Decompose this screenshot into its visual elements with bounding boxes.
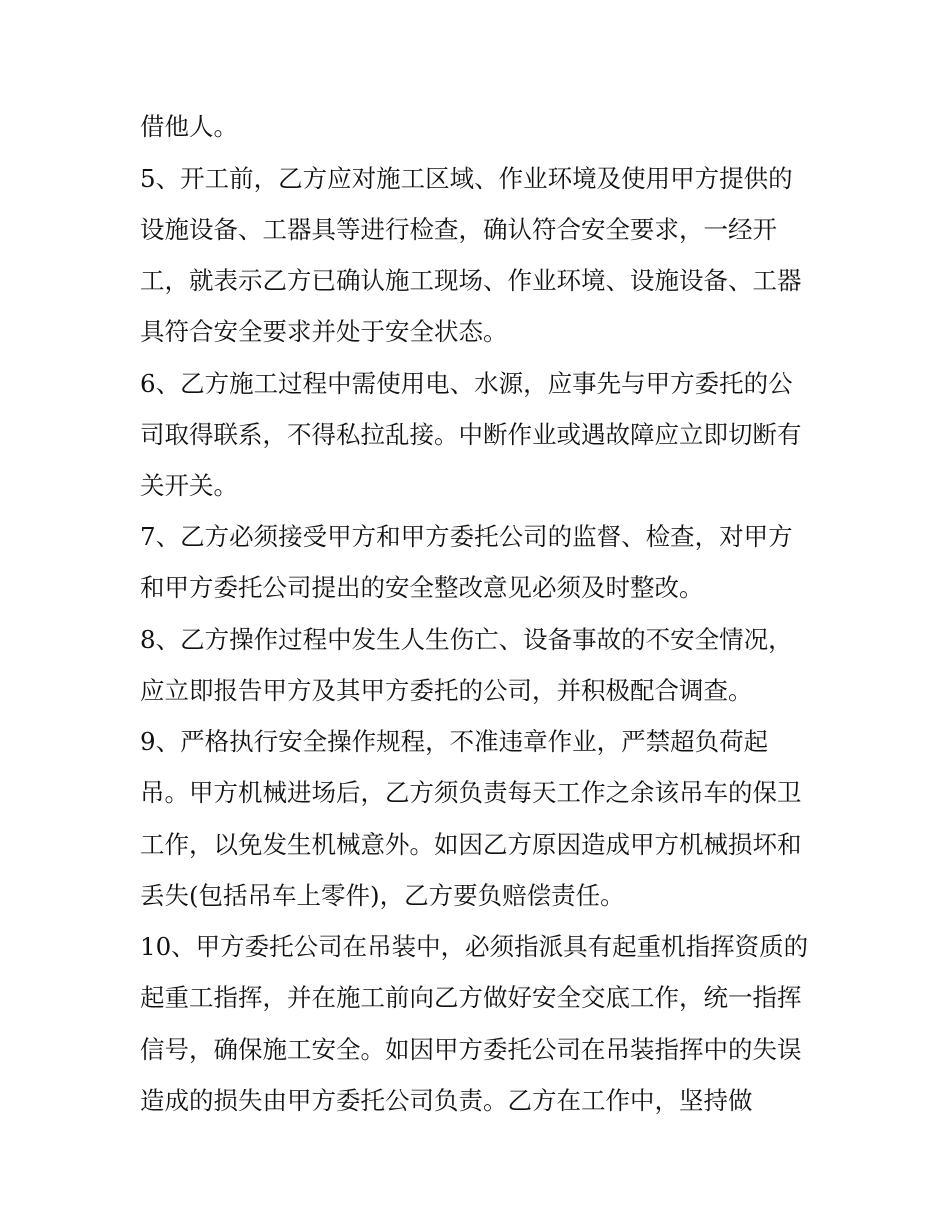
- text-line: 司取得联系，不得私拉乱接。中断作业或遇故障应立即切断有: [140, 420, 802, 449]
- text-line: 8、乙方操作过程中发生人生伤亡、设备事故的不安全情况，: [140, 625, 793, 654]
- text-line: 7、乙方必须接受甲方和甲方委托公司的监督、检查，对甲方: [140, 522, 793, 551]
- text-line: 工作，以免发生机械意外。如因乙方原因造成甲方机械损坏和: [140, 830, 802, 859]
- text-line: 5、开工前，乙方应对施工区域、作业环境及使用甲方提供的: [140, 164, 793, 193]
- text-line: 9、严格执行安全操作规程，不准违章作业，严禁超负荷起: [140, 727, 769, 756]
- text-line: 造成的损失由甲方委托公司负责。乙方在工作中，坚持做: [140, 1086, 753, 1115]
- text-line: 关开关。: [140, 471, 238, 500]
- text-line: 工，就表示乙方已确认施工现场、作业环境、设施设备、工器: [140, 266, 802, 295]
- text-line: 设施设备、工器具等进行检查，确认符合安全要求，一经开: [140, 215, 777, 244]
- text-line: 具符合安全要求并处于安全状态。: [140, 317, 508, 346]
- text-line: 和甲方委托公司提出的安全整改意见必须及时整改。: [140, 573, 704, 602]
- text-line: 信号，确保施工安全。如因甲方委托公司在吊装指挥中的失误: [140, 1035, 802, 1064]
- text-line: 10、甲方委托公司在吊装中，必须指派具有起重机指挥资质的: [140, 932, 809, 961]
- text-line: 吊。甲方机械进场后，乙方须负责每天工作之余该吊车的保卫: [140, 778, 802, 807]
- text-line: 起重工指挥，并在施工前向乙方做好安全交底工作，统一指挥: [140, 983, 802, 1012]
- text-line: 应立即报告甲方及其甲方委托的公司，并积极配合调查。: [140, 676, 753, 705]
- text-line: 6、乙方施工过程中需使用电、水源，应事先与甲方委托的公: [140, 369, 793, 398]
- text-line: 借他人。: [140, 112, 238, 141]
- text-line: 丢失(包括吊车上零件)，乙方要负赔偿责任。: [140, 881, 625, 910]
